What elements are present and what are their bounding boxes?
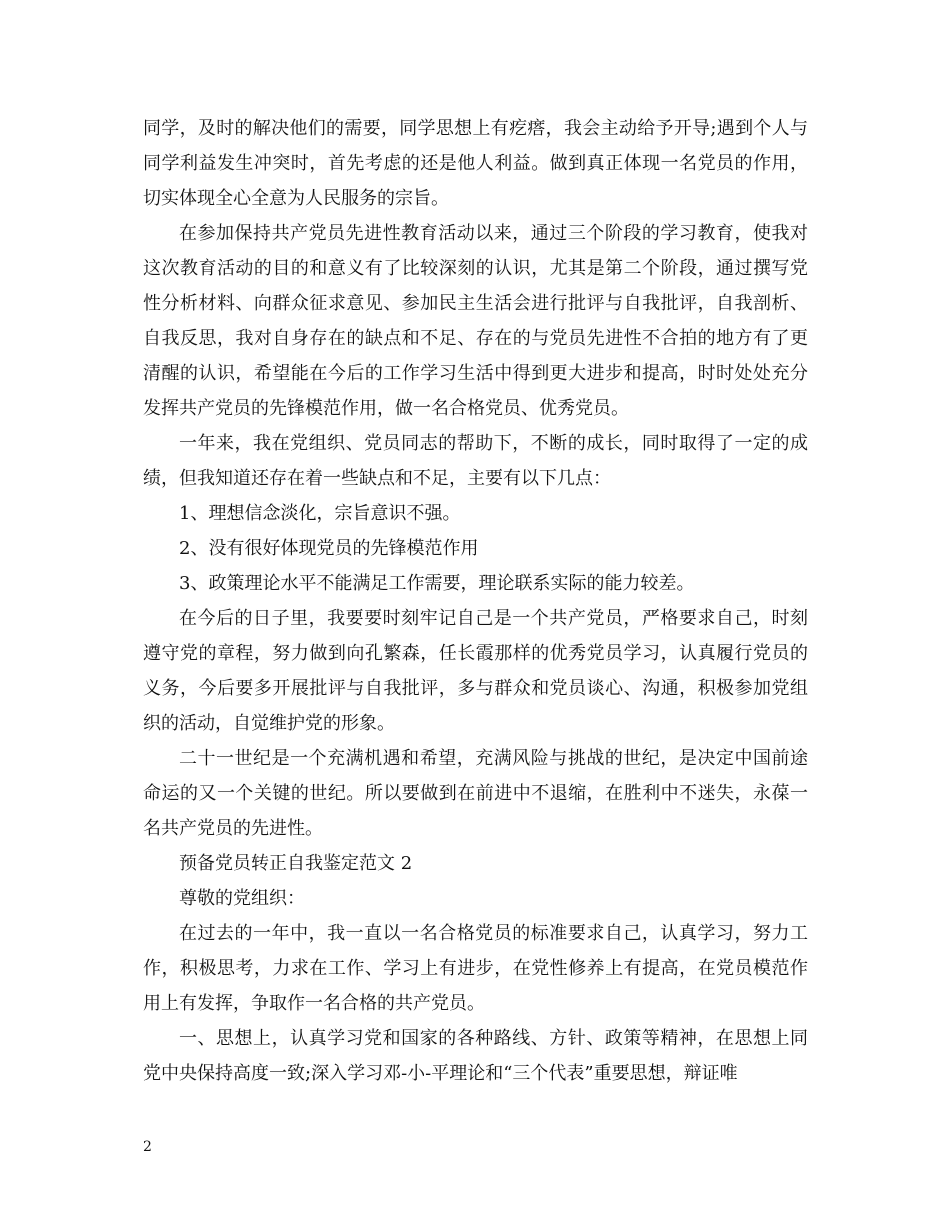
list-item: 2、没有很好体现党员的先锋模范作用 bbox=[179, 538, 479, 559]
list-item: 3、政策理论水平不能满足工作需要，理论联系实际的能力较差。 bbox=[179, 573, 695, 594]
page-number: 2 bbox=[143, 1139, 152, 1155]
section-title: 预备党员转正自我鉴定范文 2 bbox=[179, 853, 413, 874]
paragraph: 在过去的一年中，我一直以一名合格党员的标准要求自己，认真学习，努力工作，积极思考，力求在工作、学习上有进步，在党性修养上有提高，在党员模范作用上有发挥，争取作一名合格的共产党员。 bbox=[143, 923, 808, 1014]
paragraph: 一年来，我在党组织、党员同志的帮助下，不断的成长，同时取得了一定的成绩，但我知道还存在着一些缺点和不足，主要有以下几点： bbox=[143, 433, 808, 489]
paragraph-continued: 同学，及时的解决他们的需要，同学思想上有疙瘩，我会主动给予开导;遇到个人与同学利益发生冲突时，首先考虑的还是他人利益。做到真正体现一名党员的作用，切实体现全心全意为人民服务的宗旨。 bbox=[143, 118, 808, 209]
paragraph: 在今后的日子里，我要要时刻牢记自己是一个共产党员，严格要求自己，时刻遵守党的章程，努力做到向孔繁森，任长霞那样的优秀党员学习，认真履行党员的义务，今后要多开展批评与自我批评，多与群众和党员谈心、沟通，积极参加党组织的活动，自觉维护党的形象。 bbox=[143, 608, 808, 734]
paragraph: 在参加保持共产党员先进性教育活动以来，通过三个阶段的学习教育，使我对这次教育活动的目的和意义有了比较深刻的认识，尤其是第二个阶段，通过撰写党性分析材料、向群众征求意见、参加民主生活会进行批评与自我批评，自我剖析、自我反思，我对自身存在的缺点和不足、存在的与党员先进性不合拍的地方有了更清醒的认识，希望能在今后的工作学习生活中得到更大进步和提高，时时处处充分发挥共产党员的先锋模范作用，做一名合格党员、优秀党员。 bbox=[143, 223, 808, 419]
paragraph: 二十一世纪是一个充满机遇和希望，充满风险与挑战的世纪，是决定中国前途命运的又一个关键的世纪。所以要做到在前进中不退缩，在胜利中不迷失，永葆一名共产党员的先进性。 bbox=[143, 748, 808, 839]
salutation: 尊敬的党组织： bbox=[179, 888, 305, 909]
document-body bbox=[143, 111, 808, 1091]
list-item: 1、理想信念淡化，宗旨意识不强。 bbox=[179, 503, 461, 524]
paragraph: 一、思想上，认真学习党和国家的各种路线、方针、政策等精神，在思想上同党中央保持高度一致;深入学习邓-小-平理论和“三个代表”重要思想，辩证唯 bbox=[143, 1028, 808, 1084]
